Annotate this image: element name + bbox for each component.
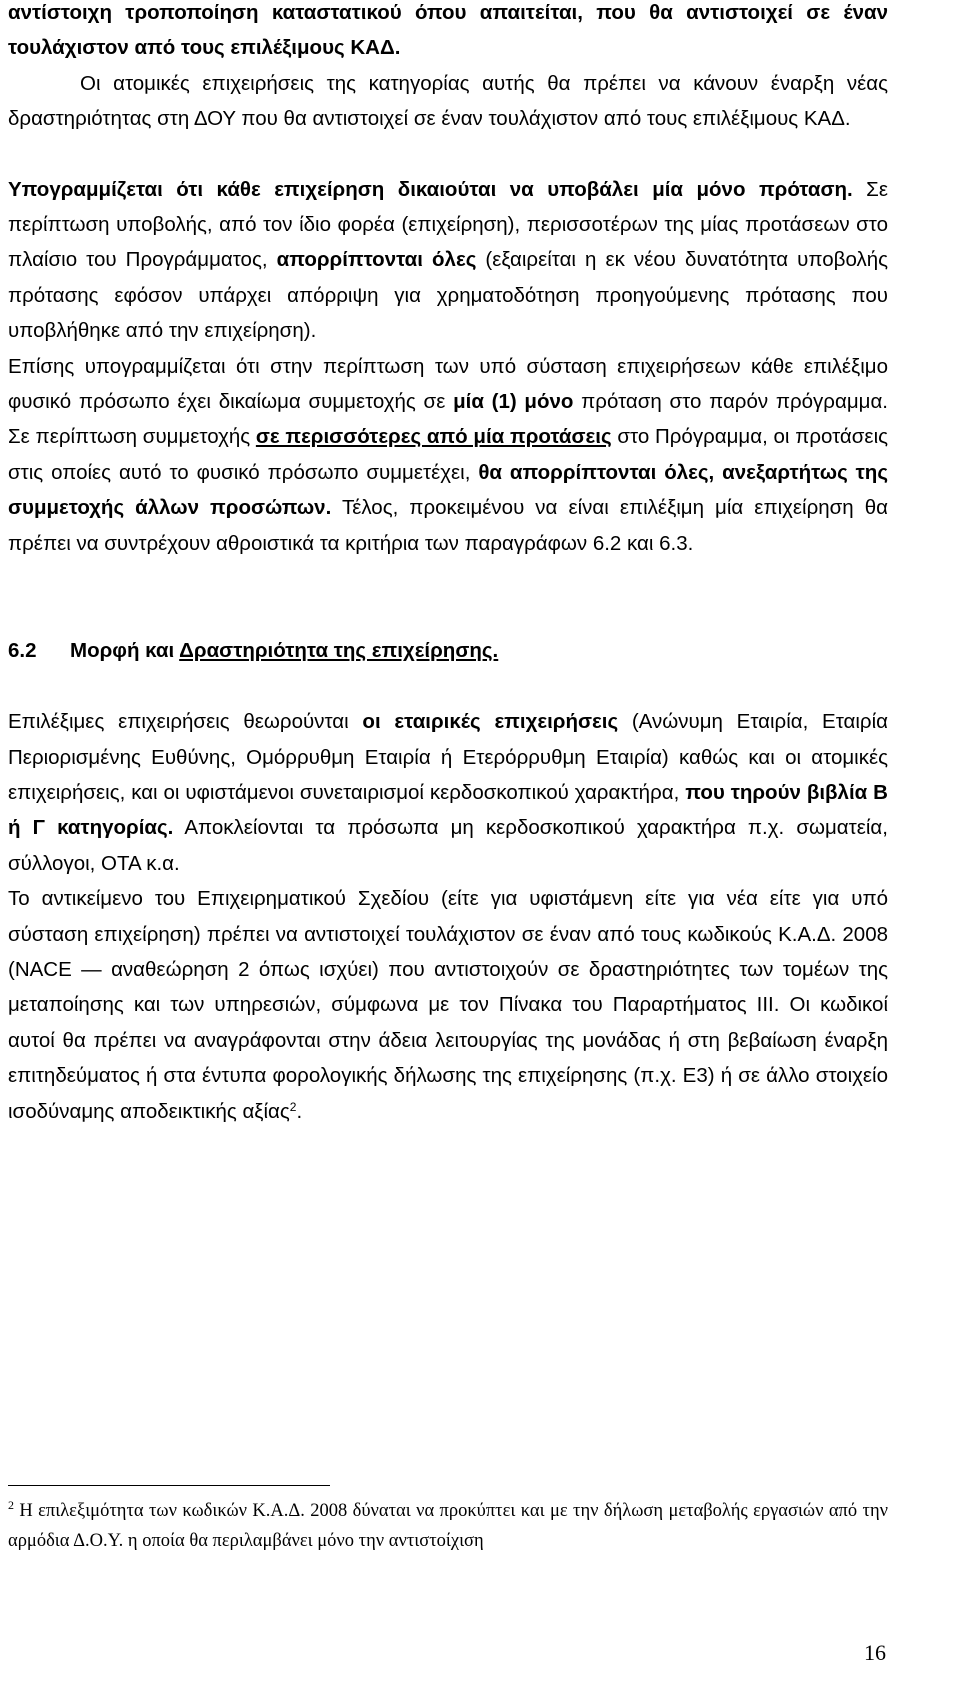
body-text: Σε περίπτωση υποβολής, από τον ίδιο φορέα (επιχείρηση), περισσοτέρων της μίας προτάσεων στο πλαίσιο του Προγράμματος, bbox=[8, 177, 888, 272]
bold-text: που τηρούν βιβλία Β ή Γ κατηγορίας. bbox=[8, 780, 888, 840]
paragraph-eligible-businesses bbox=[8, 704, 888, 881]
bold-underlined-text: σε περισσότερες από μία προτάσεις bbox=[255, 425, 612, 449]
footnote-separator bbox=[8, 1485, 330, 1486]
document-page bbox=[8, 0, 888, 1129]
body-text: (Ανώνυμη Εταιρία, Εταιρία Περιορισμένης Ευθύνης, Ομόρρυθμη Εταιρία ή Ετερόρρυθμη Εταιρία) καθώς και οι ατομικές επιχειρήσεις, και οι υφιστάμενοι συνεταιρισμοί κερδοσκοπικού χαρακτήρα, bbox=[8, 710, 888, 804]
section-title: Μορφή και bbox=[70, 639, 180, 663]
footnote-text: Η επιλεξιμότητα των κωδικών Κ.Α.Δ. 2008 δύναται να προκύπτει και με την δήλωση μεταβολής εργασιών από την αρμόδια Δ.Ο.Υ. η οποία θα περιλαμβάνει μόνο την αντιστοίχιση bbox=[8, 1501, 888, 1551]
paragraph-business-plan-codes bbox=[8, 881, 888, 1129]
footnote bbox=[8, 1496, 888, 1556]
bold-text: θα απορρίπτονται όλες, ανεξαρτήτως της συμμετοχής άλλων προσώπων. bbox=[8, 460, 888, 520]
body-text: στο Πρόγραμμα, οι προτάσεις στις οποίες αυτό το φυσικό πρόσωπο συμμετέχει, bbox=[8, 425, 889, 484]
body-text: (εξαιρείται η εκ νέου δυνατότητα υποβολής πρότασης εφόσον υπάρχει απόρριψη για χρηματοδότηση προηγούμενης πρότασης που υποβλήθηκε από την επιχείρηση). bbox=[8, 248, 888, 343]
body-text: πρόταση στο παρόν πρόγραμμα. Σε περίπτωση συμμετοχής bbox=[8, 390, 888, 449]
page-number: 16 bbox=[864, 1640, 886, 1665]
body-text: Τέλος, προκειμένου να είναι επιλέξιμη μία επιχείρηση θα πρέπει να συντρέχουν αθροιστικά τα κριτήρια των παραγράφων 6.2 και 6.3. bbox=[8, 496, 889, 555]
footnote-reference[interactable]: 2 bbox=[289, 1099, 297, 1114]
bold-text: μία (1) μόνο bbox=[453, 390, 574, 414]
bold-lead-text: Υπογραμμίζεται ότι κάθε επιχείρηση δικαιούται να υποβάλει μία μόνο πρόταση. bbox=[8, 177, 853, 201]
footnote-marker: 2 bbox=[8, 1498, 14, 1512]
paragraph-continuation: αντίστοιχη τροποποίηση καταστατικού όπου απαιτείται, που θα αντιστοιχεί σε έναν τουλάχιστον από τους επιλέξιμους ΚΑΔ. bbox=[8, 1, 888, 60]
body-text: Επίσης υπογραμμίζεται ότι στην περίπτωση των υπό σύσταση επιχειρήσεων κάθε επιλέξιμο φυσικό πρόσωπο έχει δικαίωμα συμμετοχής σε bbox=[8, 354, 888, 414]
bold-text: οι εταιρικές επιχειρήσεις bbox=[362, 710, 619, 734]
paragraph-single-proposal bbox=[8, 172, 888, 349]
body-text: . bbox=[296, 1099, 303, 1123]
section-number: 6.2 bbox=[8, 639, 37, 663]
body-text: Αποκλείονται τα πρόσωπα μη κερδοσκοπικού χαρακτήρα π.χ. σωματεία, σύλλογοι, ΟΤΑ κ.α. bbox=[8, 816, 888, 875]
body-text: Επιλέξιμες επιχειρήσεις θεωρούνται bbox=[8, 710, 363, 734]
section-title-underlined: Δραστηριότητα της επιχείρησης. bbox=[179, 639, 499, 663]
body-text: Το αντικείμενο του Επιχειρηματικού Σχεδίου (είτε για υφιστάμενη είτε για νέα είτε για υπό σύσταση επιχείρηση) πρέπει να αντιστοιχεί τουλάχιστον σε έναν από τους κωδικούς Κ.Α.Δ. 2008 (NACE — αναθεώρηση 2 όπως ισχύει) που αντιστοιχούν σε δραστηριότητες των τομέων της μεταποίησης και των υπηρεσιών, σύμφωνα με τον Πίνακα του Παραρτήματος ΙΙΙ. Οι κωδικοί αυτοί θα πρέπει να αναγράφονται στην άδεια λειτουργίας της μονάδας ή στη βεβαίωση έναρξη επιτηδεύματος ή στα έντυπα φορολογικής δήλωσης της επιχείρησης (π.χ. Ε3) ή σε άλλο στοιχείο ισοδύναμης αποδεικτικής αξίας bbox=[8, 887, 888, 1123]
section-heading bbox=[8, 633, 888, 668]
paragraph-natural-persons bbox=[8, 349, 888, 561]
bold-text: απορρίπτονται όλες bbox=[276, 248, 477, 272]
paragraph-individual-businesses: Οι ατομικές επιχειρήσεις της κατηγορίας αυτής θα πρέπει να κάνουν έναρξη νέας δραστηριότητας στη ΔΟΥ που θα αντιστοιχεί σε έναν τουλάχιστον από τους επιλέξιμους ΚΑΔ. bbox=[8, 71, 888, 131]
